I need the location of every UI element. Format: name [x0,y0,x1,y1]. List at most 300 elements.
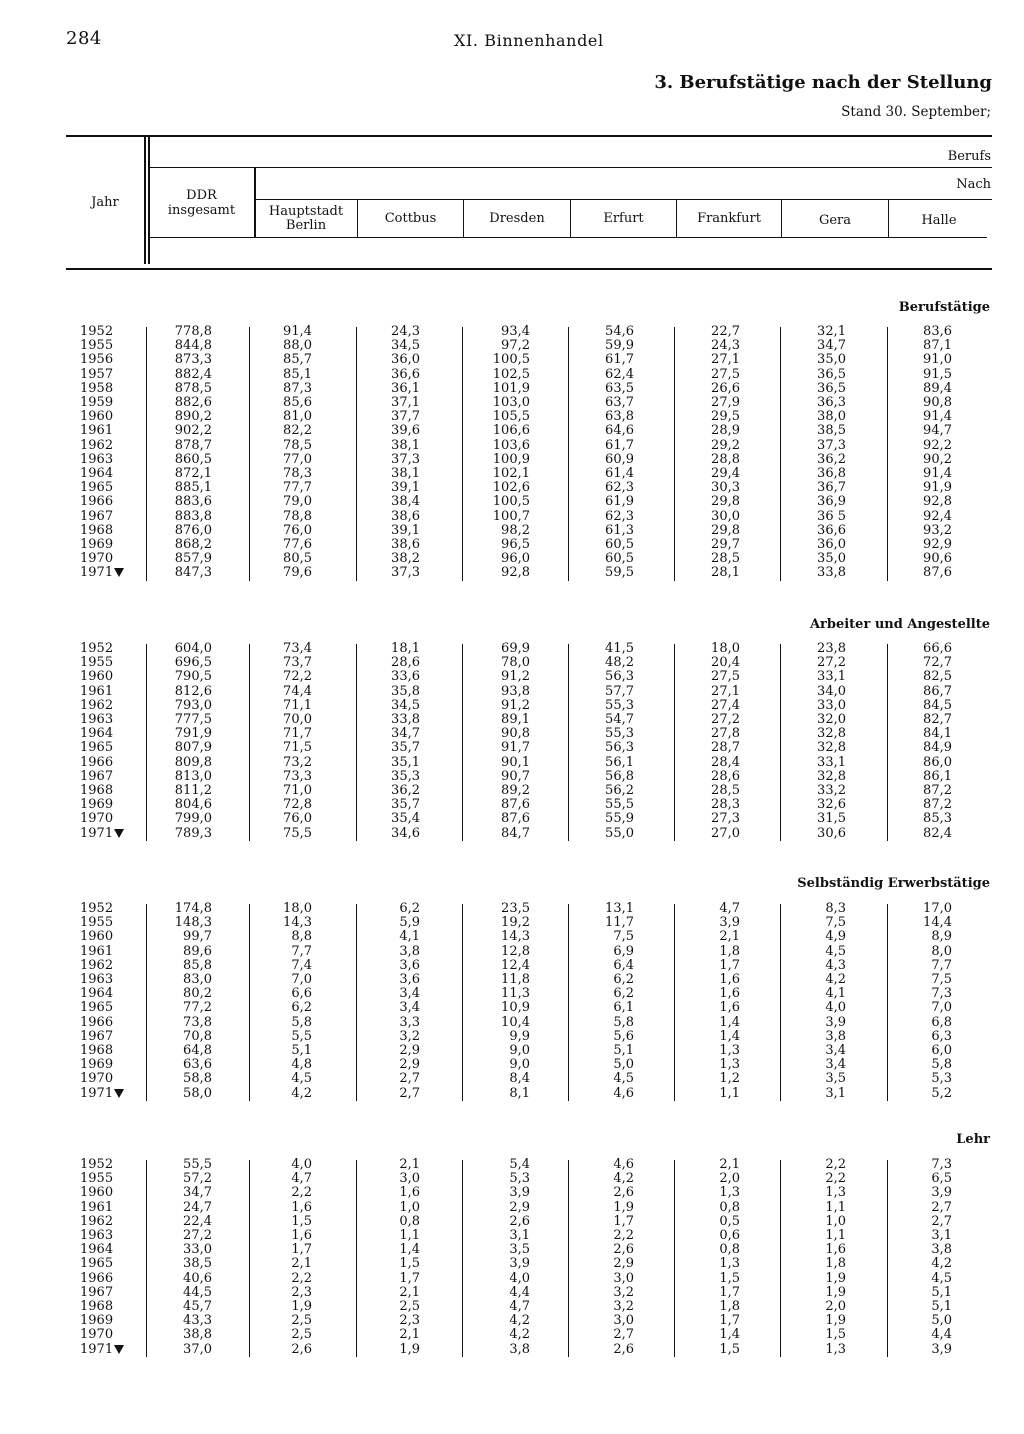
table-row [66,325,992,339]
table-cell: 844,8 [174,338,212,354]
table-cell: 32,8 [817,740,846,756]
table-cell: 1,3 [719,1043,740,1058]
page-number: 284 [66,28,102,49]
table-cell: 63,5 [605,380,634,396]
table-cell: 92,9 [923,537,952,552]
row-year-text: 1964 [80,466,114,481]
row-year-text: 1967 [80,508,114,524]
table-cell: 87,3 [283,380,312,396]
table-cell: 5,5 [291,1028,312,1044]
table-cell: 872,1 [174,466,212,481]
row-year-text: 1961 [80,943,114,959]
table-row [66,1001,992,1015]
table-cell: 56,3 [605,669,634,685]
table-row [66,945,992,959]
table-row [66,495,992,509]
table-cell: 2,2 [291,1185,312,1201]
table-row [66,538,992,552]
table-cell: 4,3 [825,957,846,973]
table-cell: 790,5 [174,669,212,685]
row-year-text: 1952 [80,324,114,339]
table-cell: 71,5 [283,740,312,756]
table-cell: 33,8 [391,712,420,727]
table-cell: 106,6 [492,423,530,439]
table-row [66,1030,992,1044]
table-cell: 9,0 [509,1057,530,1073]
row-year-text: 1962 [80,437,114,453]
table-cell: 0,6 [719,1228,740,1243]
row-year-text: 1967 [80,768,114,784]
column-separator [249,904,250,1101]
table-cell: 38,2 [391,551,420,567]
table-cell: 87,6 [501,811,530,827]
table-row [66,812,992,826]
table-cell: 87,6 [923,565,952,581]
table-cell: 3,4 [825,1057,846,1073]
table-cell: 34,7 [391,726,420,742]
table-cell: 35,0 [817,551,846,567]
table-cell: 91,4 [283,324,312,339]
table-cell: 24,3 [711,338,740,354]
table-cell: 55,9 [605,811,634,827]
table-cell: 860,5 [174,451,212,467]
table-cell: 27,0 [711,825,740,841]
table-cell: 5,0 [613,1057,634,1073]
table-cell: 77,2 [183,1000,212,1016]
table-cell: 23,8 [817,641,846,656]
table-cell: 1,3 [719,1256,740,1272]
table-cell: 1,1 [399,1228,420,1243]
table-cell: 0,8 [719,1242,740,1258]
table-cell: 57,2 [183,1171,212,1187]
table-cell: 59,5 [605,565,634,581]
column-separator [462,1160,463,1357]
table-cell: 6,2 [613,986,634,1002]
header-district-gera: Gera [818,213,852,228]
table-cell: 6,8 [931,1014,952,1030]
table-cell: 36,2 [391,783,420,798]
table-cell: 35,4 [391,811,420,827]
table-cell: 27,2 [817,655,846,671]
row-year-text: 1968 [80,1043,114,1058]
table-cell: 23,5 [501,901,530,916]
table-cell: 56,2 [605,783,634,798]
table-cell: 3,0 [613,1313,634,1329]
table-cell: 27,9 [711,395,740,410]
table-cell: 3,2 [613,1284,634,1300]
table-cell: 102,6 [492,480,530,496]
table-cell: 33,2 [817,783,846,798]
table-cell: 38,1 [391,437,420,453]
table-cell: 1,3 [719,1057,740,1073]
table-cell: 60,9 [605,451,634,467]
table-cell: 4,2 [509,1327,530,1343]
table-cell: 4,7 [509,1299,530,1314]
table-cell: 93,8 [501,683,530,699]
table-cell: 1,0 [399,1199,420,1215]
table-cell: 35,3 [391,768,420,784]
column-separator [146,327,147,581]
table-cell: 70,0 [283,712,312,727]
table-cell: 3,8 [399,943,420,959]
table-cell: 2,6 [613,1341,634,1357]
table-cell: 91,7 [501,740,530,756]
table-cell: 61,9 [605,494,634,510]
table-cell: 69,9 [501,641,530,656]
table-row [66,699,992,713]
table-cell: 24,7 [183,1199,212,1215]
table-cell: 37,3 [817,437,846,453]
table-cell: 1,1 [825,1228,846,1243]
table-cell: 92,8 [923,494,952,510]
table-cell: 809,8 [174,754,212,770]
table-cell: 2,1 [719,929,740,945]
table-cell: 2,7 [399,1071,420,1087]
table-row [66,467,992,481]
table-cell: 4,0 [509,1270,530,1286]
table-cell: 103,6 [492,437,530,453]
table-cell: 79,0 [283,494,312,510]
table-row [66,1243,992,1257]
table-cell: 873,3 [174,352,212,368]
table-cell: 36,8 [817,466,846,481]
table-cell: 24,3 [391,324,420,339]
table-cell: 36,0 [391,352,420,368]
section-label-selbstaendig: Selbständig Erwerbstätige [797,876,990,891]
column-separator [674,327,675,581]
table-cell: 2,5 [291,1327,312,1343]
row-year-text: 1961 [80,1199,114,1215]
table-cell: 55,3 [605,697,634,713]
table-cell: 8,3 [825,901,846,916]
table-cell: 92,2 [923,437,952,453]
table-cell: 2,7 [931,1199,952,1215]
column-separator [568,1160,569,1357]
table-cell: 92,4 [923,508,952,524]
table-row [66,1343,992,1357]
row-year-text: 1956 [80,352,114,368]
table-cell: 14,3 [501,929,530,945]
table-cell: 791,9 [174,726,212,742]
table-cell: 799,0 [174,811,212,827]
table-cell: 37,3 [391,565,420,581]
table-cell: 1,6 [291,1199,312,1215]
section-label-berufstaetige: Berufstätige [898,300,990,315]
table-cell: 90,7 [501,768,530,784]
table-cell: 3,9 [509,1185,530,1201]
row-year-text: 1952 [80,1157,114,1172]
table-cell: 93,2 [923,522,952,538]
table-cell: 88,0 [283,338,312,354]
table-cell: 28,7 [711,740,740,756]
table-cell: 91,4 [923,466,952,481]
row-year-text: 1965 [80,1000,114,1016]
table-cell: 36,1 [391,380,420,396]
table-row [66,396,992,410]
table-cell: 4,2 [931,1256,952,1272]
table-cell: 72,2 [283,669,312,685]
column-separator [780,644,781,841]
table-cell: 84,7 [501,825,530,841]
table-cell: 5,9 [399,915,420,931]
table-cell: 2,6 [509,1213,530,1229]
table-cell: 4,2 [291,1085,312,1101]
column-separator [887,644,888,841]
table-cell: 811,2 [174,783,212,798]
table-row [66,741,992,755]
table-cell: 1,8 [719,1299,740,1314]
header-sub-rule [255,199,992,200]
row-year-text: 1952 [80,901,114,916]
table-cell: 85,1 [283,366,312,382]
table-cell: 883,6 [174,494,212,510]
table-cell: 36,6 [391,366,420,382]
table-cell: 4,8 [291,1057,312,1073]
table-cell: 1,1 [825,1199,846,1215]
table-cell: 94,7 [923,423,952,439]
table-cell: 62,3 [605,508,634,524]
header-total-line1: DDR [186,188,217,203]
table-row [66,382,992,396]
table-cell: 19,2 [501,915,530,931]
table-cell: 0,8 [719,1199,740,1215]
table-cell: 813,0 [174,768,212,784]
table-cell: 36,6 [817,522,846,538]
table-cell: 32,8 [817,726,846,742]
table-cell: 2,2 [825,1157,846,1172]
table-cell: 37,1 [391,395,420,410]
table-cell: 3,6 [399,972,420,987]
table-cell: 6,3 [931,1028,952,1044]
table-cell: 30,3 [711,480,740,496]
table-cell: 1,6 [825,1242,846,1258]
table-cell: 63,8 [605,409,634,425]
table-cell: 86,7 [923,683,952,699]
table-row [66,353,992,367]
table-row [66,1328,992,1342]
table-cell: 3,8 [931,1242,952,1258]
table-cell: 76,0 [283,811,312,827]
table-cell: 100,7 [492,508,530,524]
table-cell: 61,7 [605,352,634,368]
table-cell: 30,0 [711,508,740,524]
chapter-title: XI. Binnenhandel [454,31,604,50]
table-row [66,1201,992,1215]
table-cell: 7,4 [291,957,312,973]
table-cell: 36,5 [817,366,846,382]
column-separator [568,644,569,841]
table-cell: 66,6 [923,641,952,656]
table-cell: 4,1 [399,929,420,945]
row-year-text: 1964 [80,986,114,1002]
table-cell: 54,6 [605,324,634,339]
table-cell: 87,6 [501,797,530,813]
table-cell: 7,0 [931,1000,952,1016]
table-cell: 1,6 [719,986,740,1002]
table-cell: 38,5 [183,1256,212,1272]
table-cell: 29,8 [711,522,740,538]
table-cell: 2,2 [291,1270,312,1286]
table-cell: 2,1 [399,1327,420,1343]
section-label-arbeiter: Arbeiter und Angestellte [809,617,990,632]
table-cell: 33,8 [817,565,846,581]
table-cell: 73,7 [283,655,312,671]
table-cell: 102,1 [492,466,530,481]
header-group-sub: Nach [956,177,991,192]
table-cell: 3,5 [825,1071,846,1087]
column-separator [249,327,250,581]
table-cell: 96,5 [501,537,530,552]
table-cell: 38,5 [817,423,846,439]
table-cell: 5,8 [291,1014,312,1030]
table-cell: 4,4 [931,1327,952,1343]
table-cell: 1,3 [825,1185,846,1201]
table-cell: 2,5 [399,1299,420,1314]
table-cell: 72,7 [923,655,952,671]
table-cell: 38,6 [391,537,420,552]
table-cell: 73,8 [183,1014,212,1030]
header-total-line2: insgesamt [167,203,236,218]
table-cell: 5,1 [931,1284,952,1300]
table-cell: 36,3 [817,395,846,410]
table-cell: 1,5 [291,1213,312,1229]
table-cell: 1,5 [719,1270,740,1286]
table-cell: 32,8 [817,768,846,784]
table-cell: 812,6 [174,683,212,699]
row-year-text: 1967 [80,1028,114,1044]
table-cell: 18,0 [711,641,740,656]
table-cell: 1,1 [719,1085,740,1101]
column-separator [674,904,675,1101]
table-cell: 27,5 [711,366,740,382]
table-cell: 55,5 [183,1157,212,1172]
row-year-text: 1962 [80,1213,114,1229]
table-cell: 26,6 [711,380,740,396]
table-cell: 28,6 [391,655,420,671]
table-row [66,1215,992,1229]
table-cell: 3,9 [931,1185,952,1201]
row-year-text: 1960 [80,1185,114,1201]
row-year-text: 1963 [80,451,114,467]
row-year-text: 1965 [80,1256,114,1272]
table-cell: 87,2 [923,797,952,813]
table-cell: 4,5 [613,1071,634,1087]
column-separator [462,327,463,581]
table-cell: 84,1 [923,726,952,742]
table-cell: 76,0 [283,522,312,538]
table-cell: 28,5 [711,783,740,798]
table-cell: 8,9 [931,929,952,945]
table-title: 3. Berufstätige nach der Stellung [654,72,992,93]
table-cell: 8,8 [291,929,312,945]
table-cell: 38,6 [391,508,420,524]
table-cell: 1,4 [719,1327,740,1343]
table-cell: 61,4 [605,466,634,481]
table-row [66,973,992,987]
table-cell: 35,0 [817,352,846,368]
table-cell: 5,1 [931,1299,952,1314]
row-year-text: 1966 [80,1270,114,1286]
row-year-text: 1971 [80,825,114,841]
row-year-text: 1960 [80,669,114,685]
table-cell: 9,9 [509,1028,530,1044]
table-cell: 56,8 [605,768,634,784]
header-col-divider-year [144,137,146,264]
column-separator [674,644,675,841]
table-cell: 85,7 [283,352,312,368]
table-cell: 87,1 [923,338,952,354]
table-cell: 103,0 [492,395,530,410]
table-cell: 1,9 [399,1341,420,1357]
table-cell: 32,6 [817,797,846,813]
row-year-text: 1970 [80,1071,114,1087]
table-cell: 2,9 [509,1199,530,1215]
table-cell: 6,6 [291,986,312,1002]
table-cell: 34,7 [817,338,846,354]
row-year-text: 1959 [80,395,114,410]
table-row [66,685,992,699]
table-cell: 77,6 [283,537,312,552]
table-cell: 17,0 [923,901,952,916]
table-cell: 1,4 [719,1028,740,1044]
column-separator [462,644,463,841]
table-cell: 82,7 [923,712,952,727]
table-cell: 4,9 [825,929,846,945]
table-cell: 1,9 [613,1199,634,1215]
table-cell: 33,0 [817,697,846,713]
row-year-text: 1970 [80,811,114,827]
table-cell: 2,1 [399,1284,420,1300]
table-cell: 33,6 [391,669,420,685]
table-cell: 29,7 [711,537,740,552]
table-cell: 33,1 [817,669,846,685]
table-cell: 3,6 [399,957,420,973]
table-cell: 36,2 [817,451,846,467]
table-cell: 6,2 [613,972,634,987]
table-row [66,770,992,784]
table-cell: 2,2 [825,1171,846,1187]
table-cell: 54,7 [605,712,634,727]
table-cell: 3,1 [509,1228,530,1243]
table-cell: 78,8 [283,508,312,524]
table-cell: 3,4 [399,986,420,1002]
table-cell: 85,3 [923,811,952,827]
table-cell: 35,7 [391,740,420,756]
table-cell: 6,0 [931,1043,952,1058]
table-row [66,1044,992,1058]
column-separator [356,904,357,1101]
header-district-bottom-rule [149,237,987,238]
row-year-text: 1961 [80,683,114,699]
table-cell: 3,3 [399,1014,420,1030]
table-cell: 14,3 [283,915,312,931]
table-cell: 64,6 [605,423,634,439]
table-row [66,424,992,438]
table-cell: 8,0 [931,943,952,959]
table-cell: 4,6 [613,1157,634,1172]
table-cell: 2,2 [613,1228,634,1243]
table-cell: 8,4 [509,1071,530,1087]
table-cell: 4,6 [613,1085,634,1101]
table-cell: 56,3 [605,740,634,756]
table-cell: 3,9 [825,1014,846,1030]
table-cell: 70,8 [183,1028,212,1044]
table-row [66,1229,992,1243]
table-cell: 8,1 [509,1085,530,1101]
table-cell: 32,0 [817,712,846,727]
table-row [66,930,992,944]
table-cell: 2,9 [399,1043,420,1058]
